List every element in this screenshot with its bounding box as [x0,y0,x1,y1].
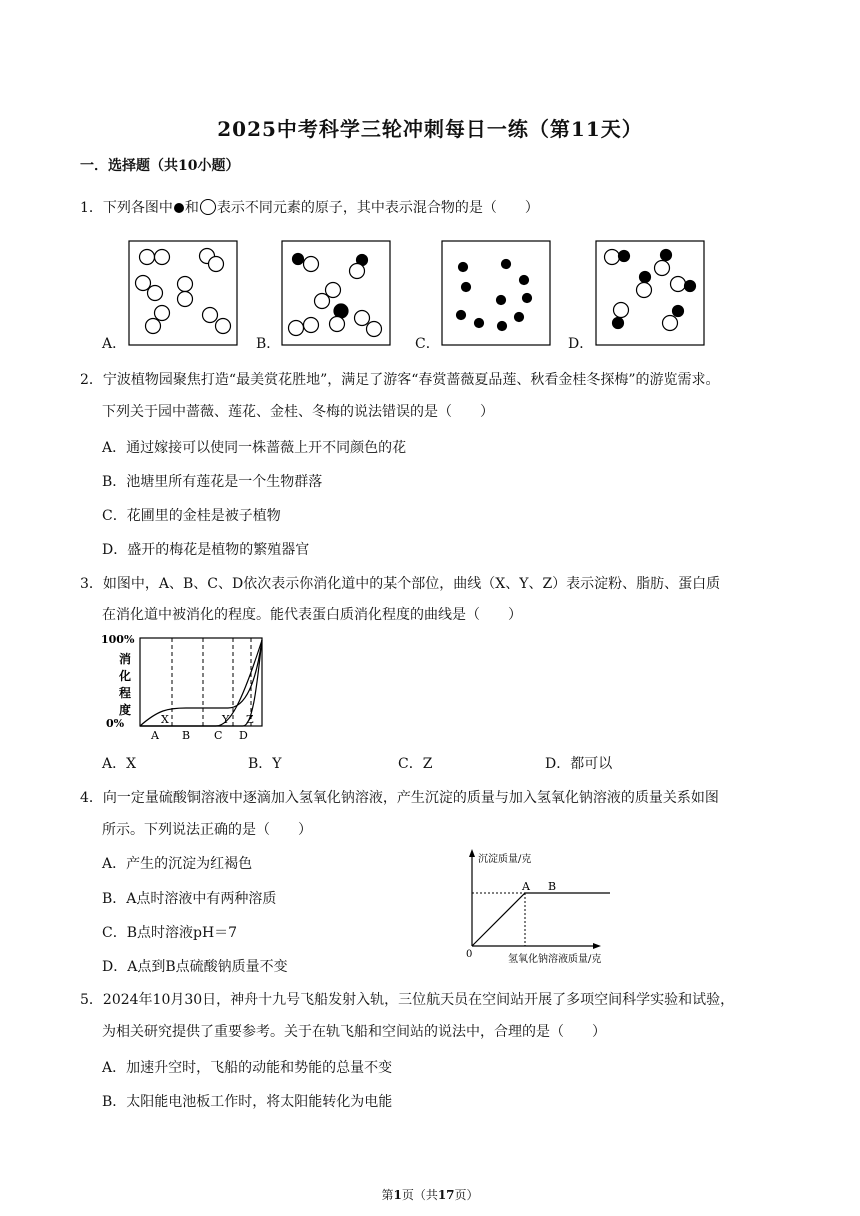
region-label-c: C [214,729,223,742]
q1-label-d: D． [568,336,594,352]
curve-x [140,640,262,726]
precipitate-chart [460,846,635,970]
q4-option-a: A．产生的沉淀为红褐色 [102,856,253,872]
point-a-label: A [522,880,530,893]
diagram-a [129,241,237,345]
y-top-label: 100% [101,633,135,646]
q2-option-d: D．盛开的梅花是植物的繁殖器官 [102,542,310,558]
x-axis-arrow [593,943,601,949]
origin-label: 0 [466,949,473,960]
question-2-line1: 2．宁波植物园聚焦打造“最美赏花胜地”，满足了游客“春赏蔷薇夏品莲、秋看金桂冬探梅”的游览需求。 [80,372,720,388]
region-label-b: B [182,729,191,742]
curve-label-y: Y [222,713,230,726]
q2-option-b: B．池塘里所有莲花是一个生物群落 [102,474,323,490]
q1-text-post: 表示不同元素的原子，其中表示混合物的是（ ） [216,200,539,216]
q4-option-b: B．A点时溶液中有两种溶质 [102,891,277,907]
question-2-line2: 下列关于园中蔷薇、莲花、金桂、冬梅的说法错误的是（ ） [102,404,494,420]
y-bottom-label: 0% [106,717,125,730]
q1-label-b: B． [256,336,281,352]
region-label-a: A [151,729,159,742]
y-axis-title: 沉淀质量/克 [478,854,532,865]
q5-option-b: B．太阳能电池板工作时，将太阳能转化为电能 [102,1094,393,1110]
q1-particle-diagrams [0,0,860,360]
q4-option-c: C．B点时溶液pH＝7 [102,925,238,941]
x-axis-title: 氢氧化钠溶液质量/克 [508,954,602,965]
question-5-line2: 为相关研究提供了重要参考。关于在轨飞船和空间站的说法中，合理的是（ ） [102,1024,606,1040]
curve-label-z: Z [246,713,254,726]
page-title: 2025中考科学三轮冲刺每日一练（第11天） [217,117,643,141]
point-b-label: B [548,880,557,893]
q2-option-a: A．通过嫁接可以使同一株蔷薇上开不同颜色的花 [102,440,407,456]
region-label-d: D [239,729,248,742]
q3-option-b: B．Y [248,756,282,772]
y-label-char-4: 度 [119,703,132,717]
q2-option-c: C．花圃里的金桂是被子植物 [102,508,281,524]
diagram-c [442,241,550,345]
q3-option-a: A．X [102,756,137,772]
curve-label-x: X [161,713,169,726]
question-3-line2: 在消化道中被消化的程度。能代表蛋白质消化程度的曲线是（ ） [102,607,522,623]
y-label-char-3: 程 [119,686,132,700]
y-label-char-2: 化 [119,669,132,683]
footer-total-pages: 17 [437,1188,455,1202]
question-4-line2: 所示。下列说法正确的是（ ） [102,822,312,838]
question-4-line1: 4．向一定量硫酸铜溶液中逐滴加入氢氧化钠溶液，产生沉淀的质量与加入氢氧化钠溶液的质量关系如图 [80,790,719,806]
q3-option-d: D．都可以 [545,756,613,772]
page-footer [0,1186,860,1203]
diagram-b [282,241,390,345]
footer-post: 页） [454,1188,479,1202]
q1-label-c: C． [415,336,440,352]
q4-option-d: D．A点到B点硫酸钠质量不变 [102,959,288,975]
section-heading: 一．选择题（共10小题） [80,158,240,174]
question-3-line1: 3．如图中，A、B、C、D依次表示你消化道中的某个部位，曲线（X、Y、Z）表示淀粉、脂肪、蛋白质 [80,576,721,592]
digestion-chart [98,632,273,744]
footer-mid: 页（共 [401,1188,438,1202]
footer-pre: 第 [381,1188,394,1202]
q1-text-mid: 和 [184,200,199,216]
q1-text-pre: 1．下列各图中 [80,200,173,216]
y-label-char-1: 消 [119,652,132,666]
question-5-line1: 5．2024年10月30日，神舟十九号飞船发射入轨，三位航天员在空间站开展了多项空间科学实验和试验， [80,992,735,1008]
q1-label-a: A． [102,336,127,352]
q3-option-c: C．Z [398,756,433,772]
y-axis-arrow [469,849,475,857]
q5-option-a: A．加速升空时，飞船的动能和势能的总量不变 [102,1060,393,1076]
precipitate-line [472,893,610,946]
footer-page-number: 1 [393,1188,402,1202]
diagram-d [596,241,704,345]
